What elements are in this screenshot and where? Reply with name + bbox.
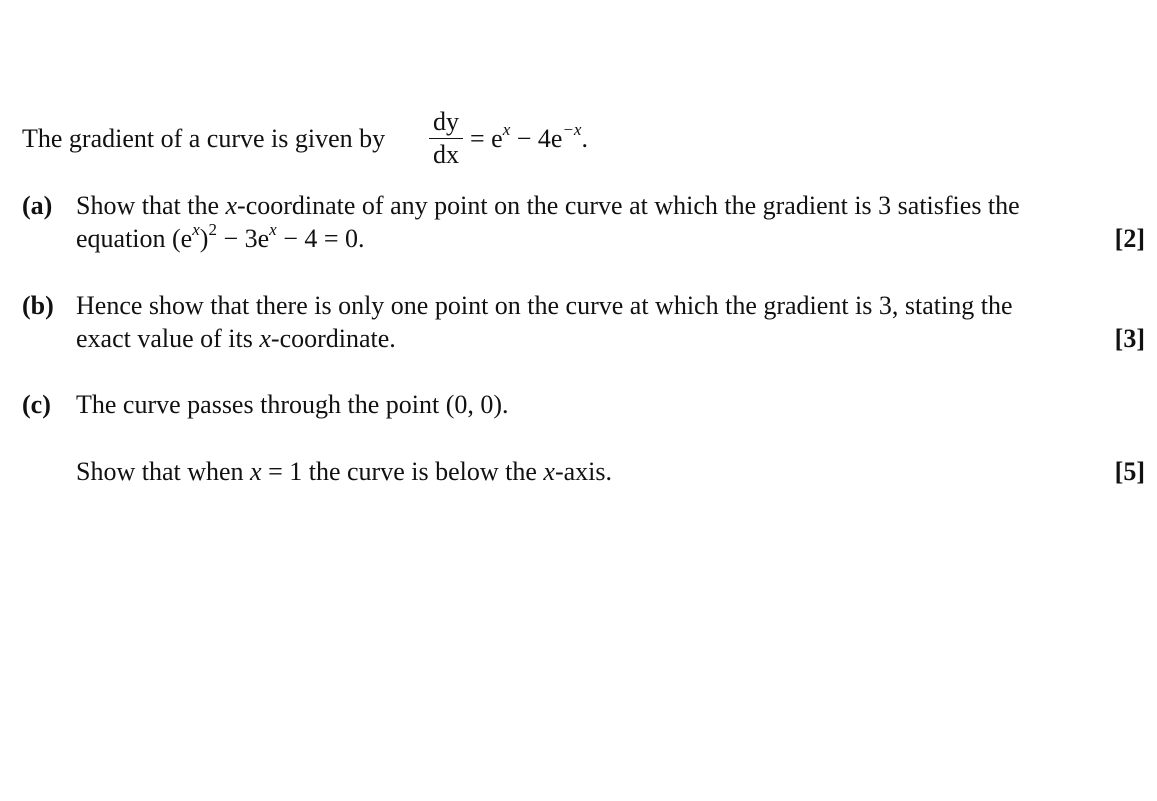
part-b-text-1: Hence show that there is only one point on the curve at which the gradient is 3, stating the <box>76 291 1013 320</box>
part-b-line-1 <box>76 293 1012 319</box>
part-a-exp-x-2: x <box>269 220 277 239</box>
part-b-marks: [3] <box>1114 324 1145 353</box>
part-c-text-1: The curve passes through the point (0, 0). <box>76 390 509 419</box>
part-a-text-2: -coordinate of any point on the curve at which the gradient is 3 satisfies the <box>237 191 1020 220</box>
rhs-minus-4e: − 4e <box>510 124 563 153</box>
derivative-numerator: dy <box>433 107 459 136</box>
part-b-text-2: exact value of its <box>76 324 260 353</box>
part-c-var-x-2: x <box>543 457 555 486</box>
derivative-fraction <box>429 109 463 168</box>
part-b-var-x: x <box>259 324 271 353</box>
gradient-expression <box>470 120 588 153</box>
part-a-var-x: x <box>225 191 238 220</box>
rhs-period: . <box>581 124 588 153</box>
part-a-eq-start: equation (e <box>76 224 193 253</box>
part-c-line-2 <box>76 459 612 485</box>
part-c-text-4: -axis. <box>554 457 612 486</box>
part-c-label: (c) <box>22 390 51 419</box>
part-b-line-2 <box>76 326 396 352</box>
part-a-minus-3e: − 3e <box>216 224 270 253</box>
derivative-denominator: dx <box>433 140 459 169</box>
part-c-var-x: x <box>250 457 262 486</box>
part-c-text-3: = 1 the curve is below the <box>261 457 544 486</box>
intro-text: The gradient of a curve is given by <box>22 124 386 153</box>
rhs-exponent-2: −x <box>562 120 582 139</box>
part-a-label: (a) <box>22 191 53 220</box>
part-a-marks: [2] <box>1114 224 1145 253</box>
part-a-line-1 <box>76 193 1020 219</box>
part-a-exp-x: x <box>192 220 200 239</box>
fraction-bar <box>429 138 463 139</box>
part-a-exp-2: 2 <box>208 220 217 239</box>
part-a-eq-end: − 4 = 0. <box>276 224 365 253</box>
part-c-text-2: Show that when <box>76 457 251 486</box>
question-intro <box>22 126 385 152</box>
part-c-line-1 <box>76 392 509 418</box>
part-b-label: (b) <box>22 291 54 320</box>
part-c-marks: [5] <box>1114 457 1145 486</box>
part-a-text-1: Show that the <box>76 191 226 220</box>
rhs-e: = e <box>470 124 503 153</box>
part-a-line-2 <box>76 220 365 253</box>
part-b-text-3: -coordinate. <box>270 324 396 353</box>
rhs-exponent-1: x <box>502 120 511 139</box>
part-a-close-paren: ) <box>199 224 209 253</box>
